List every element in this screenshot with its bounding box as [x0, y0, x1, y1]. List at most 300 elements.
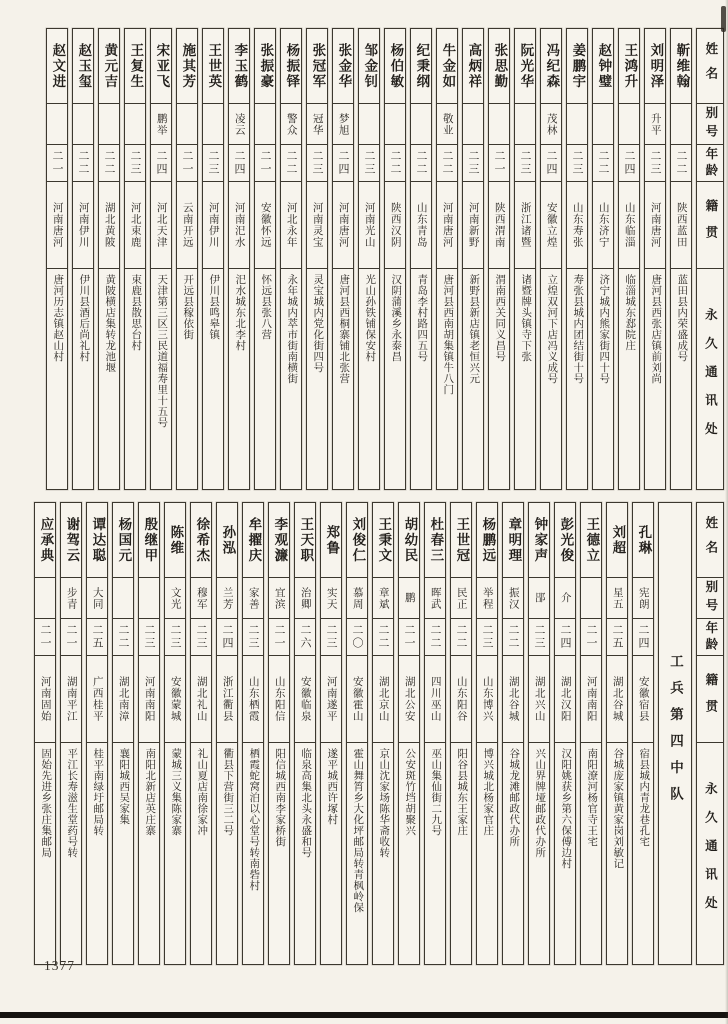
alias-cell: 敬业	[437, 104, 457, 145]
alias-cell	[139, 578, 159, 619]
header-age: 年龄	[697, 145, 723, 182]
alias-cell	[255, 104, 275, 145]
address-cell: 立煌双河下店冯义成号	[546, 274, 558, 384]
address-cell: 唐河县西桐寨铺北张营	[338, 274, 350, 384]
address-cell: 固始先进乡张庄集邮局	[40, 748, 52, 858]
alias-cell	[463, 104, 483, 145]
age-cell: 二一	[177, 145, 197, 182]
name-cell: 孔琳	[633, 503, 653, 578]
age-cell: 二二	[425, 619, 445, 656]
name-cell: 牟擢庆	[243, 503, 263, 578]
header-column-top	[696, 28, 724, 490]
roster-column	[358, 28, 380, 490]
native-place-cell: 湖北京山	[373, 656, 393, 743]
roster-column	[242, 502, 264, 965]
roster-column	[372, 502, 394, 965]
native-place-cell: 河南遂平	[321, 656, 341, 743]
name-cell: 施其芳	[177, 29, 197, 104]
roster-column	[462, 28, 484, 490]
age-cell: 二三	[645, 145, 665, 182]
age-cell: 二一	[399, 619, 419, 656]
unit-label: 工兵第四中队	[668, 654, 683, 813]
age-cell: 二三	[307, 145, 327, 182]
address-cell: 伊川县酒后尚礼村	[78, 274, 90, 362]
native-place-cell: 山东阳谷	[451, 656, 471, 743]
age-cell: 二三	[139, 619, 159, 656]
alias-cell: 兰芳	[217, 578, 237, 619]
roster-column	[528, 502, 550, 965]
alias-cell: 宜滨	[269, 578, 289, 619]
alias-cell: 慕周	[347, 578, 367, 619]
alias-cell	[35, 578, 55, 619]
address-cell: 临泉高集北头永盛和号	[300, 748, 312, 858]
native-place-cell: 浙江诸暨	[515, 182, 535, 269]
name-cell: 杜春三	[425, 503, 445, 578]
address-cell: 新野县新店镇老恒兴元	[468, 274, 480, 384]
address-cell: 怀远县张八营	[260, 274, 272, 340]
address-cell: 济宁城内熊家街四十号	[598, 274, 610, 384]
address-cell: 霍山舞筲乡大化坪邮局转青枫岭保	[352, 748, 364, 913]
age-cell: 二〇	[347, 619, 367, 656]
age-cell: 二二	[113, 619, 133, 656]
name-cell: 靳维翰	[671, 29, 691, 104]
name-cell: 刘明泽	[645, 29, 665, 104]
name-cell: 高炳祥	[463, 29, 483, 104]
address-cell: 遂平城西许塚村	[326, 748, 338, 825]
native-place-cell: 山东栖霞	[243, 656, 263, 743]
roster-table-top	[30, 28, 724, 490]
name-cell: 赵玉玺	[73, 29, 93, 104]
header-name: 姓名	[697, 503, 723, 578]
address-cell: 蓝田县内荣盛成号	[676, 274, 688, 362]
name-cell: 杨振铎	[281, 29, 301, 104]
age-cell: 二五	[87, 619, 107, 656]
alias-cell: 鹏举	[151, 104, 171, 145]
address-cell: 唐河县西南胡集镇牛八门	[442, 274, 454, 395]
roster-column	[86, 502, 108, 965]
age-cell: 二三	[203, 145, 223, 182]
age-cell: 二二	[503, 619, 523, 656]
name-cell: 应承典	[35, 503, 55, 578]
alias-cell: 大同	[87, 578, 107, 619]
roster-column	[150, 28, 172, 490]
header-address: 永久通讯处	[703, 307, 718, 451]
native-place-cell: 湖南平江	[61, 656, 81, 743]
address-cell: 光山孙铁铺保安村	[364, 274, 376, 362]
alias-cell	[671, 104, 691, 145]
name-cell: 王德立	[581, 503, 601, 578]
roster-column	[540, 28, 562, 490]
roster-column	[332, 28, 354, 490]
native-place-cell: 广西桂平	[87, 656, 107, 743]
native-place-cell: 河南南阳	[139, 656, 159, 743]
name-cell: 杨鹏远	[477, 503, 497, 578]
name-cell: 彭光俊	[555, 503, 575, 578]
name-cell: 赵文进	[47, 29, 67, 104]
native-place-cell: 河南南阳	[581, 656, 601, 743]
roster-column	[592, 28, 614, 490]
native-place-cell: 浙江衢县	[217, 656, 237, 743]
roster-column	[644, 28, 666, 490]
roster-column	[436, 28, 458, 490]
address-cell: 黄陂横店集转龙池堰	[104, 274, 116, 373]
address-cell: 衢县下营街三二号	[222, 748, 234, 836]
name-cell: 纪秉纲	[411, 29, 431, 104]
address-cell: 开远县稼依街	[182, 274, 194, 340]
native-place-cell: 河南唐河	[47, 182, 67, 269]
age-cell: 二一	[61, 619, 81, 656]
alias-cell: 实天	[321, 578, 341, 619]
alias-cell: 冠华	[307, 104, 327, 145]
name-cell: 胡幼民	[399, 503, 419, 578]
header-native-place: 籍贯	[697, 656, 723, 743]
age-cell: 二二	[451, 619, 471, 656]
address-cell: 南阳北新店英庄寨	[144, 748, 156, 836]
address-cell: 永年城内萃市街南横街	[286, 274, 298, 384]
roster-column	[294, 502, 316, 965]
native-place-cell: 湖北公安	[399, 656, 419, 743]
native-place-cell: 山东博兴	[477, 656, 497, 743]
age-cell: 二三	[463, 145, 483, 182]
name-cell: 杨国元	[113, 503, 133, 578]
name-cell: 章明理	[503, 503, 523, 578]
alias-cell: 振汉	[503, 578, 523, 619]
alias-cell: 文光	[165, 578, 185, 619]
native-place-cell: 安徽霍山	[347, 656, 367, 743]
name-cell: 牛金如	[437, 29, 457, 104]
address-cell: 临淄城东郄院庄	[624, 274, 636, 351]
native-place-cell: 河北天津	[151, 182, 171, 269]
age-cell: 二四	[633, 619, 653, 656]
native-place-cell: 湖北兴山	[529, 656, 549, 743]
alias-cell	[73, 104, 93, 145]
native-place-cell: 河南伊川	[73, 182, 93, 269]
address-cell: 宿县城内青龙巷孔宅	[638, 748, 650, 847]
name-cell: 阮光华	[515, 29, 535, 104]
alias-cell: 治卿	[295, 578, 315, 619]
roster-column	[60, 502, 82, 965]
alias-cell: 凌云	[229, 104, 249, 145]
name-cell: 冯纪森	[541, 29, 561, 104]
age-cell: 二四	[229, 145, 249, 182]
age-cell: 二三	[191, 619, 211, 656]
roster-column	[410, 28, 432, 490]
roster-column	[502, 502, 524, 965]
native-place-cell: 安徽临泉	[295, 656, 315, 743]
alias-cell	[619, 104, 639, 145]
alias-cell	[411, 104, 431, 145]
alias-cell	[515, 104, 535, 145]
age-cell: 二一	[489, 145, 509, 182]
age-cell: 二二	[373, 619, 393, 656]
name-cell: 姜鹏宇	[567, 29, 587, 104]
alias-cell	[125, 104, 145, 145]
age-cell: 二一	[581, 619, 601, 656]
native-place-cell: 河南固始	[35, 656, 55, 743]
age-cell: 二五	[607, 619, 627, 656]
roster-column	[190, 502, 212, 965]
age-cell: 二四	[619, 145, 639, 182]
name-cell: 刘超	[607, 503, 627, 578]
age-cell: 二二	[99, 145, 119, 182]
age-cell: 二六	[295, 619, 315, 656]
roster-column	[164, 502, 186, 965]
age-cell: 二一	[255, 145, 275, 182]
address-cell: 谷城庞家镇黄家岗刘敏记	[612, 748, 624, 869]
name-cell: 王鸿升	[619, 29, 639, 104]
address-cell: 谷城龙滩邮政代办所	[508, 748, 520, 847]
roster-column	[346, 502, 368, 965]
address-cell: 博兴城北杨家官庄	[482, 748, 494, 836]
address-cell: 渭南西关同义昌号	[494, 274, 506, 362]
alias-cell	[385, 104, 405, 145]
name-cell: 王秉文	[373, 503, 393, 578]
native-place-cell: 山东阳信	[269, 656, 289, 743]
alias-cell	[177, 104, 197, 145]
address-cell: 青岛李村路四五号	[416, 274, 428, 362]
native-place-cell: 河南光山	[359, 182, 379, 269]
roster-column	[46, 28, 68, 490]
alias-cell	[47, 104, 67, 145]
roster-column	[176, 28, 198, 490]
roster-column	[124, 28, 146, 490]
age-cell: 二四	[555, 619, 575, 656]
native-place-cell: 河南新野	[463, 182, 483, 269]
alias-cell	[593, 104, 613, 145]
age-cell: 二二	[411, 145, 431, 182]
age-cell: 二三	[321, 619, 341, 656]
roster-column	[554, 502, 576, 965]
native-place-cell: 四川巫山	[425, 656, 445, 743]
age-cell: 二一	[35, 619, 55, 656]
address-cell: 灵宝城内党化街四号	[312, 274, 324, 373]
native-place-cell: 云南开远	[177, 182, 197, 269]
age-cell: 二二	[281, 145, 301, 182]
roster-column	[138, 502, 160, 965]
name-cell: 徐希杰	[191, 503, 211, 578]
alias-cell: 穆军	[191, 578, 211, 619]
name-cell: 钟家声	[529, 503, 549, 578]
header-name: 姓名	[697, 29, 723, 104]
page-number: 1377	[44, 958, 75, 973]
roster-column	[280, 28, 302, 490]
roster-column	[98, 28, 120, 490]
header-alias: 别号	[697, 578, 723, 619]
age-cell: 二四	[151, 145, 171, 182]
age-cell: 二二	[593, 145, 613, 182]
header-column-bottom	[696, 502, 724, 965]
roster-column	[320, 502, 342, 965]
alias-cell	[113, 578, 133, 619]
age-cell: 二一	[47, 145, 67, 182]
name-cell: 李玉鹤	[229, 29, 249, 104]
name-cell: 孙泓	[217, 503, 237, 578]
address-cell: 阳信城西南李家桥街	[274, 748, 286, 847]
roster-column	[632, 502, 654, 965]
alias-cell: 家善	[243, 578, 263, 619]
address-cell: 平江长寿滋生堂药号转	[66, 748, 78, 858]
roster-column	[476, 502, 498, 965]
alias-cell	[359, 104, 379, 145]
age-cell: 二一	[269, 619, 289, 656]
address-cell: 汉阳姚获乡第六保傅边村	[560, 748, 572, 869]
native-place-cell: 河南唐河	[645, 182, 665, 269]
unit-label-column	[658, 502, 692, 965]
roster-column	[618, 28, 640, 490]
age-cell: 二三	[125, 145, 145, 182]
native-place-cell: 山东济宁	[593, 182, 613, 269]
age-cell: 二二	[437, 145, 457, 182]
scan-bottom-rule	[0, 1012, 728, 1018]
native-place-cell: 湖北谷城	[503, 656, 523, 743]
address-cell: 襄阳城西吴家集	[118, 748, 130, 825]
native-place-cell: 山东临淄	[619, 182, 639, 269]
name-cell: 殷继甲	[139, 503, 159, 578]
native-place-cell: 安徽蒙城	[165, 656, 185, 743]
alias-cell: 星五	[607, 578, 627, 619]
address-cell: 天津第三区三民道福寿里十五号	[156, 274, 168, 428]
alias-cell	[581, 578, 601, 619]
age-cell: 二三	[529, 619, 549, 656]
age-cell: 二四	[333, 145, 353, 182]
native-place-cell: 河北永年	[281, 182, 301, 269]
name-cell: 王世冠	[451, 503, 471, 578]
native-place-cell: 河南唐河	[333, 182, 353, 269]
roster-column	[268, 502, 290, 965]
name-cell: 郑鲁	[321, 503, 341, 578]
name-cell: 张金华	[333, 29, 353, 104]
alias-cell: 章斌	[373, 578, 393, 619]
name-cell: 王天职	[295, 503, 315, 578]
alias-cell: 茂林	[541, 104, 561, 145]
name-cell: 李观濂	[269, 503, 289, 578]
header-native-place: 籍贯	[697, 182, 723, 269]
address-cell: 寿张县城内团结街十号	[572, 274, 584, 384]
alias-cell: 宪朗	[633, 578, 653, 619]
alias-cell	[567, 104, 587, 145]
name-cell: 宋亚飞	[151, 29, 171, 104]
address-cell: 巫山集仙街二九号	[430, 748, 442, 836]
roster-column	[384, 28, 406, 490]
header-address: 永久通讯处	[703, 782, 718, 925]
address-cell: 汜水城东北李村	[234, 274, 246, 351]
age-cell: 二三	[477, 619, 497, 656]
roster-column	[306, 28, 328, 490]
address-cell: 栖霞蛇窝泊以心堂号转南砦村	[248, 748, 260, 891]
alias-cell: 鹏	[399, 578, 419, 619]
roster-column	[580, 502, 602, 965]
name-cell: 张思勤	[489, 29, 509, 104]
roster-column	[72, 28, 94, 490]
name-cell: 谭达聪	[87, 503, 107, 578]
header-alias: 别号	[697, 104, 723, 145]
native-place-cell: 湖北礼山	[191, 656, 211, 743]
address-cell: 南阳潦河杨官寺王宅	[586, 748, 598, 847]
address-cell: 桂平南绿圩邮局转	[92, 748, 104, 836]
name-cell: 陈维	[165, 503, 185, 578]
roster-column	[34, 502, 56, 965]
alias-cell: 升平	[645, 104, 665, 145]
address-cell: 诸暨牌头镇寺下张	[520, 274, 532, 362]
name-cell: 张冠军	[307, 29, 327, 104]
native-place-cell: 河南唐河	[437, 182, 457, 269]
age-cell: 二三	[359, 145, 379, 182]
roster-column	[488, 28, 510, 490]
name-cell: 赵钟璧	[593, 29, 613, 104]
alias-cell	[99, 104, 119, 145]
native-place-cell: 河南伊川	[203, 182, 223, 269]
native-place-cell: 河南灵宝	[307, 182, 327, 269]
roster-column	[566, 28, 588, 490]
name-cell: 邹金钊	[359, 29, 379, 104]
age-cell: 二三	[165, 619, 185, 656]
address-cell: 伊川县鸣皋镇	[208, 274, 220, 340]
age-cell: 二四	[541, 145, 561, 182]
name-cell: 杨伯敏	[385, 29, 405, 104]
native-place-cell: 湖北南漳	[113, 656, 133, 743]
address-cell: 蒙城三义集陈家寨	[170, 748, 182, 836]
name-cell: 张振豪	[255, 29, 275, 104]
alias-cell	[489, 104, 509, 145]
age-cell: 二四	[217, 619, 237, 656]
address-cell: 阳谷县城东王家庄	[456, 748, 468, 836]
age-cell: 二二	[73, 145, 93, 182]
header-age: 年龄	[697, 619, 723, 656]
native-place-cell: 河北束鹿	[125, 182, 145, 269]
native-place-cell: 湖北汉阳	[555, 656, 575, 743]
roster-column	[112, 502, 134, 965]
age-cell: 二三	[515, 145, 535, 182]
address-cell: 公安斑竹垱胡聚兴	[404, 748, 416, 836]
name-cell: 谢驾云	[61, 503, 81, 578]
alias-cell	[203, 104, 223, 145]
native-place-cell: 陕西渭南	[489, 182, 509, 269]
alias-cell: 举程	[477, 578, 497, 619]
native-place-cell: 安徽宿县	[633, 656, 653, 743]
address-cell: 唐河县西张店镇前刘尚	[650, 274, 662, 384]
alias-cell: 郘	[529, 578, 549, 619]
native-place-cell: 山东青岛	[411, 182, 431, 269]
native-place-cell: 安徽立煌	[541, 182, 561, 269]
native-place-cell: 陕西汉阴	[385, 182, 405, 269]
age-cell: 二二	[385, 145, 405, 182]
roster-column	[202, 28, 224, 490]
roster-column	[450, 502, 472, 965]
alias-cell: 警众	[281, 104, 301, 145]
age-cell: 二三	[567, 145, 587, 182]
age-cell: 二二	[671, 145, 691, 182]
name-cell: 刘俊仁	[347, 503, 367, 578]
name-cell: 王世英	[203, 29, 223, 104]
roster-column	[606, 502, 628, 965]
address-cell: 礼山夏店南徐家冲	[196, 748, 208, 836]
age-cell: 二三	[243, 619, 263, 656]
alias-cell: 梦旭	[333, 104, 353, 145]
roster-column	[254, 28, 276, 490]
name-cell: 黄元吉	[99, 29, 119, 104]
roster-column	[670, 28, 692, 490]
native-place-cell: 湖北谷城	[607, 656, 627, 743]
alias-cell: 介	[555, 578, 575, 619]
roster-column	[216, 502, 238, 965]
address-cell: 唐河历志镇赵山村	[52, 274, 64, 362]
alias-cell: 步青	[61, 578, 81, 619]
native-place-cell: 山东寿张	[567, 182, 587, 269]
address-cell: 京山沈家场陈华斋收转	[378, 748, 390, 858]
address-cell: 束鹿县散思台村	[130, 274, 142, 351]
roster-column	[228, 28, 250, 490]
roster-column	[424, 502, 446, 965]
